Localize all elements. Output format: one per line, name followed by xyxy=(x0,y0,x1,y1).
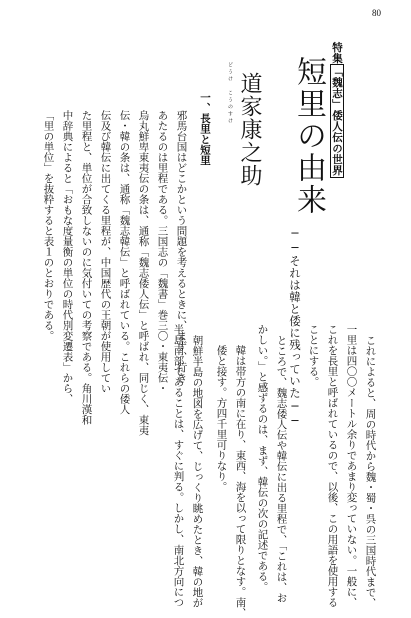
body-column: これを長里と呼ばれているので、以後、この用語を使用する xyxy=(326,324,339,608)
feature-label: 特集 xyxy=(331,42,343,64)
body-column: 韓は帯方の南に在り、東西、海を以って限りとなす。南、 xyxy=(234,345,247,618)
body-column: 一里は四〇〇メートル余りであまり変っていない。一般に、 xyxy=(345,324,358,608)
body-column: た里程と、単位が合致しないのに気付いての考察である。角川漢和 xyxy=(80,110,93,425)
body-column: 伝・韓の条は、通称「魏志韓伝」と呼ばれている。これらの倭人 xyxy=(118,110,131,415)
body-column: 中辞典によると「おもな度量衡の単位の時代別変遷表」から、 xyxy=(61,110,74,404)
body-column: ところで、魏志倭人伝や韓伝に出る里程で、「これは、お xyxy=(275,335,288,603)
body-column: かしい。」と感ずるのは、まず、韓伝の次の記述である。 xyxy=(256,324,269,592)
body-column: 烏丸鮮卑東夷伝の条は、通称「魏志倭人伝」と呼ばれ、同じく、東夷 xyxy=(137,110,150,436)
author-name: 道家康之助 xyxy=(237,72,262,187)
page-number: 80 xyxy=(372,8,381,18)
body-column: 邪馬台国はどこかという問題を考えるときに、まず、行き xyxy=(175,110,188,383)
body-column: これによると、周の時代から魏・蜀・呉の三国時代まで、 xyxy=(364,335,377,608)
body-column: 伝及び韓伝に出てくる里程が、中国歴代の王朝が使用してい xyxy=(99,110,112,394)
section-heading: 一、長里と短里 xyxy=(199,92,211,166)
feature-box: 「魏志」倭人伝の世界 xyxy=(331,66,343,176)
body-column: あたるのは里程である。三国志の「魏書」巻三〇・東夷伝・ xyxy=(156,110,169,394)
body-column: ことにする。 xyxy=(307,324,320,387)
body-column: 半島南部であることは、すぐに判る。しかし、南北方向につ xyxy=(172,324,185,608)
article-title: 短里の由来 xyxy=(291,56,326,216)
body-column: 「里の単位」を抜粋すると表１のとおりである。 xyxy=(42,110,55,341)
feature-tag xyxy=(330,42,345,178)
body-column: 倭と接す。方四千里可りなり。 xyxy=(215,345,228,492)
body-column: 朝鮮半島の地図を広げて、じっくり眺めたとき、韓の地が xyxy=(191,335,204,608)
article-subtitle: ──それは韓と倭に残っていた── xyxy=(288,226,302,428)
author-ruby: どうけ こうのすけ xyxy=(227,62,233,125)
